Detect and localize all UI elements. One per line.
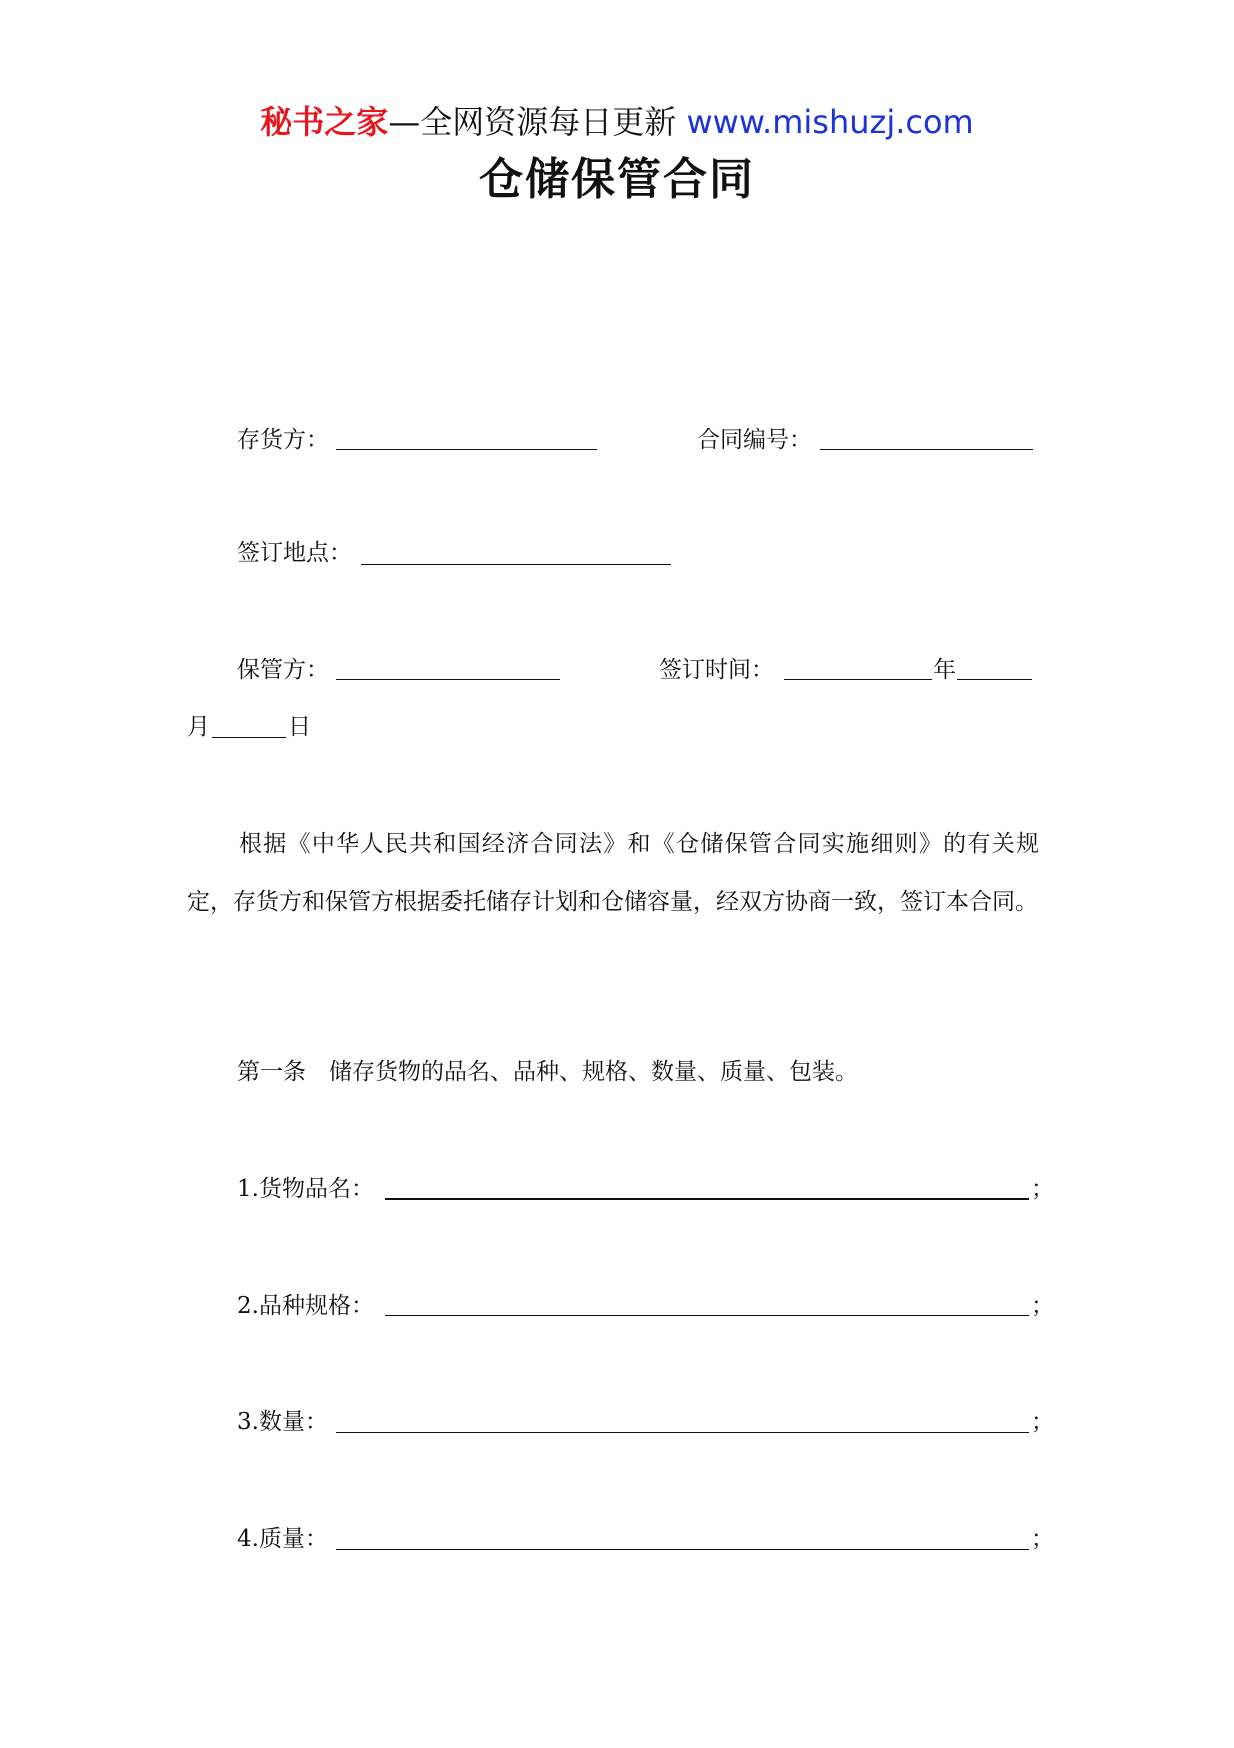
site-banner <box>0 100 1234 144</box>
item-quantity-blank <box>336 1432 1029 1433</box>
year-label: 年 <box>933 657 956 683</box>
item-goods-name-label: 1.货物品名： <box>237 1176 374 1202</box>
month-label: 月 <box>187 714 210 740</box>
sign-place-label: 签订地点： <box>237 540 352 566</box>
custodian-blank <box>336 679 560 680</box>
banner-slogan: —全网资源每日更新 <box>388 103 677 141</box>
item-quality-blank <box>336 1549 1029 1550</box>
item-goods-name-blank <box>385 1198 1029 1200</box>
item-goods-name-end: ； <box>1031 1176 1054 1202</box>
sign-year-blank <box>784 679 932 680</box>
item-spec-end: ； <box>1031 1293 1054 1319</box>
contract-no-blank <box>820 449 1033 450</box>
depositor-blank <box>336 449 597 450</box>
day-label: 日 <box>288 714 311 740</box>
depositor-label: 存货方： <box>237 427 329 453</box>
item-quality-end: ； <box>1031 1526 1054 1552</box>
item-quantity-end: ； <box>1031 1409 1054 1435</box>
item-quantity-label: 3.数量： <box>237 1409 328 1435</box>
sign-month-blank <box>957 679 1032 680</box>
sign-place-blank <box>361 564 671 565</box>
intro-paragraph: 根据《中华人民共和国经济合同法》和《仓储保管合同实施细则》的有关规定，存货方和保管方根据委托储存计划和仓储容量，经双方协商一致，签订本合同。 <box>187 831 1039 915</box>
contract-no-label: 合同编号： <box>697 427 812 453</box>
item-quality-label: 4.质量： <box>237 1526 328 1552</box>
item-spec-blank <box>385 1315 1029 1316</box>
custodian-label: 保管方： <box>237 657 329 683</box>
item-spec-label: 2.品种规格： <box>237 1293 374 1319</box>
article-1-heading: 第一条 储存货物的品名、品种、规格、数量、质量、包装。 <box>237 1059 858 1085</box>
site-url-link[interactable]: www.mishuzj.com <box>686 103 974 141</box>
sign-day-blank <box>212 737 286 738</box>
sign-time-label: 签订时间： <box>659 657 774 683</box>
brand-name: 秘书之家 <box>260 103 389 141</box>
document-title: 仓储保管合同 <box>479 154 755 205</box>
